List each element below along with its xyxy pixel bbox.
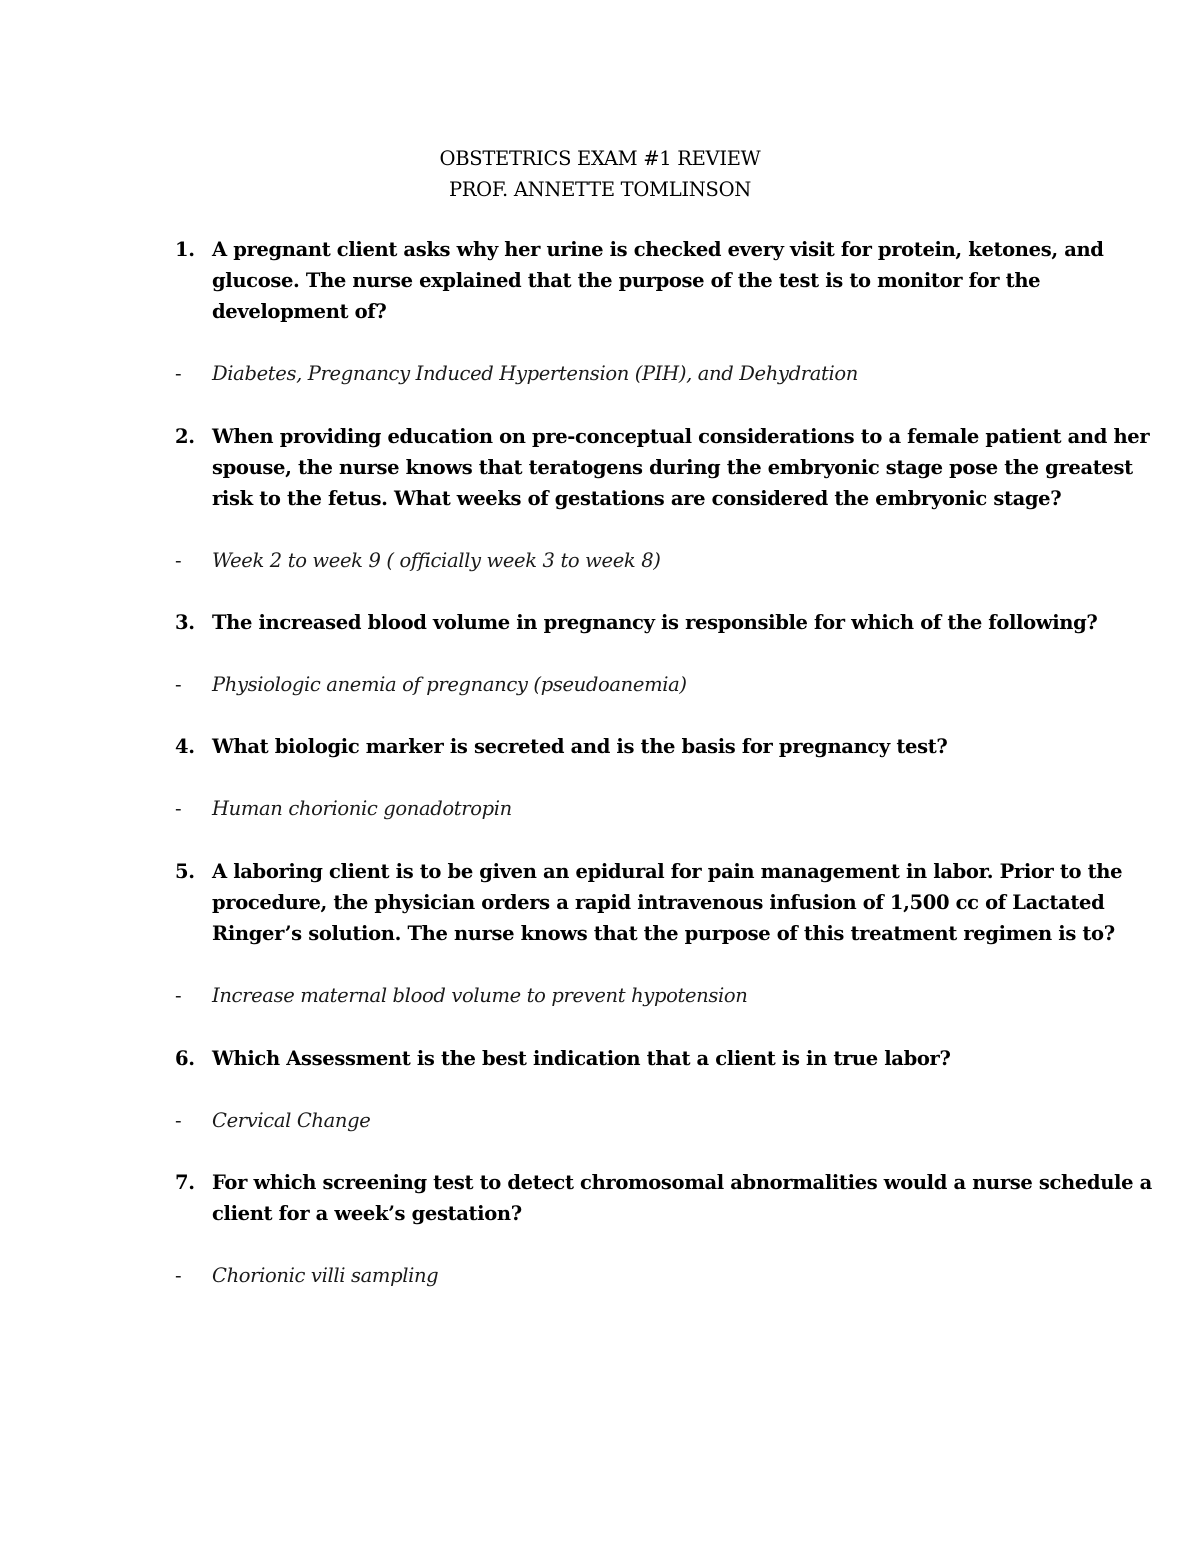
answer-item	[175, 545, 1165, 576]
question-body: For which screening test to detect chromosomal abnormalities would a nurse schedule a client for a week’s gestation?	[212, 1171, 1152, 1226]
question-number: 3.	[175, 611, 195, 634]
answer-dash: -	[175, 362, 182, 385]
question-number: 1.	[175, 238, 195, 261]
answer-dash: -	[175, 984, 182, 1007]
answer-body: Physiologic anemia of pregnancy (pseudoanemia)	[212, 673, 687, 696]
question-text	[175, 1043, 1165, 1074]
answer-body: Chorionic villi sampling	[212, 1264, 439, 1287]
question-item	[175, 607, 1165, 638]
question-text	[175, 1167, 1165, 1229]
question-item	[175, 1167, 1165, 1229]
document-header	[0, 143, 1200, 205]
answer-text	[175, 669, 1165, 700]
answer-body: Cervical Change	[212, 1109, 371, 1132]
answer-body: Increase maternal blood volume to prevent hypotension	[212, 984, 748, 1007]
question-body: Which Assessment is the best indication that a client is in true labor?	[212, 1047, 951, 1070]
question-item	[175, 234, 1165, 328]
answer-dash: -	[175, 1109, 182, 1132]
answer-text	[175, 980, 1165, 1011]
document-subtitle: PROF. ANNETTE TOMLINSON	[448, 178, 752, 201]
question-body: The increased blood volume in pregnancy is responsible for which of the following?	[212, 611, 1098, 634]
question-body: A pregnant client asks why her urine is checked every visit for protein, ketones, and glucose. The nurse explained that the purpose of the test is to monitor for the development of?	[212, 238, 1104, 324]
answer-dash: -	[175, 549, 182, 572]
answer-text	[175, 545, 1165, 576]
question-body: When providing education on pre-conceptual considerations to a female patient and her spouse, the nurse knows that teratogens during the embryonic stage pose the greatest risk to the fetus. What weeks of gestations are considered the embryonic stage?	[212, 425, 1150, 511]
question-number: 4.	[175, 735, 195, 758]
question-number: 7.	[175, 1171, 195, 1194]
answer-text	[175, 1260, 1165, 1291]
question-item	[175, 1043, 1165, 1074]
answer-body: Human chorionic gonadotropin	[212, 797, 512, 820]
document-title: OBSTETRICS EXAM #1 REVIEW	[439, 147, 761, 170]
question-number: 6.	[175, 1047, 195, 1070]
answer-body: Diabetes, Pregnancy Induced Hypertension (PIH), and Dehydration	[212, 362, 858, 385]
answer-item	[175, 793, 1165, 824]
question-item	[175, 856, 1165, 950]
answer-item	[175, 1105, 1165, 1136]
answer-text	[175, 358, 1165, 389]
question-text	[175, 607, 1165, 638]
answer-item	[175, 980, 1165, 1011]
question-text	[175, 856, 1165, 950]
answer-item	[175, 1260, 1165, 1291]
question-text	[175, 234, 1165, 328]
answer-dash: -	[175, 673, 182, 696]
answer-item	[175, 358, 1165, 389]
question-body: What biologic marker is secreted and is the basis for pregnancy test?	[212, 735, 948, 758]
answer-dash: -	[175, 797, 182, 820]
question-body: A laboring client is to be given an epidural for pain management in labor. Prior to the procedure, the physician orders a rapid intravenous infusion of 1,500 cc of Lactated Ringer’s solution. The nurse knows that the purpose of this treatment regimen is to?	[212, 860, 1123, 946]
question-text	[175, 731, 1165, 762]
question-number: 2.	[175, 425, 195, 448]
answer-dash: -	[175, 1264, 182, 1287]
answer-body: Week 2 to week 9 ( officially week 3 to week 8)	[212, 549, 661, 572]
question-number: 5.	[175, 860, 195, 883]
answer-text	[175, 793, 1165, 824]
question-text	[175, 421, 1165, 515]
question-item	[175, 731, 1165, 762]
question-item	[175, 421, 1165, 515]
answer-text	[175, 1105, 1165, 1136]
answer-item	[175, 669, 1165, 700]
